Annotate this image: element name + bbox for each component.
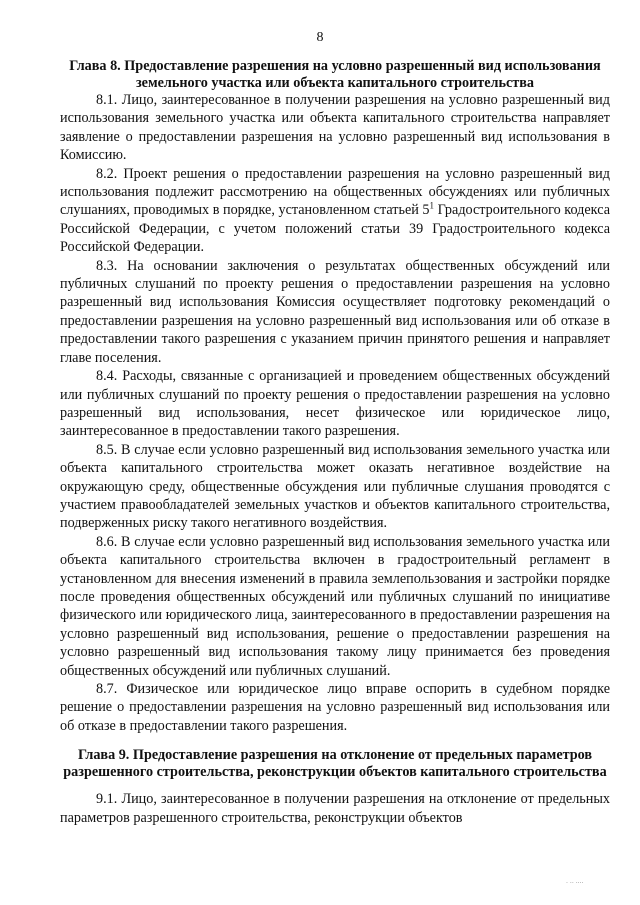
paragraph-8-6: 8.6. В случае если условно разрешенный вид использования земельного участка или объекта капитального строительства включен в градостроительный регламент в установленном для внесения изменений в правила землепользования и застройки порядке после проведения общественных обсуждений или публичных слушаний по инициативе физического или юридического лица, заинтересованного в предоставлении разрешения на условно разрешенный вид использования, решение о предоставлении разрешения на условно разрешенный вид использования такому лицу принимается без проведения общественных обсуждений или публичных слушаний.	[60, 533, 610, 679]
page-number: 8	[316, 30, 324, 45]
paragraph-8-2-text: 8.2. Проект решения о предоставлении разрешения на условно разрешенный вид использования подлежит рассмотрению на общественных обсуждениях или публичных слушаниях, проводимых в порядке, установленном статьей 5	[60, 165, 610, 219]
paragraph-8-1: 8.1. Лицо, заинтересованное в получении разрешения на условно разрешенный вид использования земельного участка или объекта капитального строительства направляет заявление о предоставлении разрешения на условно разрешенный вид использования в Комиссию.	[60, 92, 610, 164]
paragraph-8-3: 8.3. На основании заключения о результатах общественных обсуждений или публичных слушаний по проекту решения о предоставлении разрешения на условно разрешенный вид использования Комиссия осуществляет подготовку рекомендаций о предоставлении разрешения на условно разрешенный вид использования или об отказе в предоставлении такого разрешения с указанием причин принятого решения и направляет главе поселения.	[60, 257, 610, 366]
document-body	[60, 58, 610, 827]
paragraph-8-7: 8.7. Физическое или юридическое лицо вправе оспорить в судебном порядке решение о предоставлении разрешения на условно разрешенный вид использования или об отказе в предоставлении такого разрешения.	[60, 681, 610, 734]
article-superscript: 1	[429, 200, 435, 211]
paragraph-9-1: 9.1. Лицо, заинтересованное в получении разрешения на отклонение от предельных параметров разрешенного строительства, реконструкции объектов	[60, 791, 610, 826]
chapter-9-title: Глава 9. Предоставление разрешения на отклонение от предельных параметров разрешенного строительства, реконструкции объектов капитального строительства	[63, 747, 607, 780]
paragraph-8-2	[60, 165, 610, 257]
paragraph-8-4: 8.4. Расходы, связанные с организацией и проведением общественных обсуждений или публичных слушаний по проекту решения о предоставлении разрешения на условно разрешенный вид использования, несет физическое или юридическое лицо, заинтересованное в предоставлении такого разрешения.	[60, 368, 610, 440]
paragraph-8-5: 8.5. В случае если условно разрешенный вид использования земельного участка или объекта капитального строительства может оказать негативное воздействие на окружающую среду, общественные обсуждения или публичные слушания проводятся с участием правообладателей земельных участков и объектов капитального строительства, подверженных риску такого негативного воздействия.	[60, 441, 610, 532]
paragraph-8-2-text-end: Градостроительного кодекса Российской Федерации, с учетом положений статьи 39 Градостроительного кодекса Российской Федерации.	[60, 202, 610, 256]
chapter-8-title: Глава 8. Предоставление разрешения на условно разрешенный вид использования земельного участка или объекта капитального строительства	[69, 58, 601, 91]
scan-mark: . .. ....	[566, 878, 584, 885]
